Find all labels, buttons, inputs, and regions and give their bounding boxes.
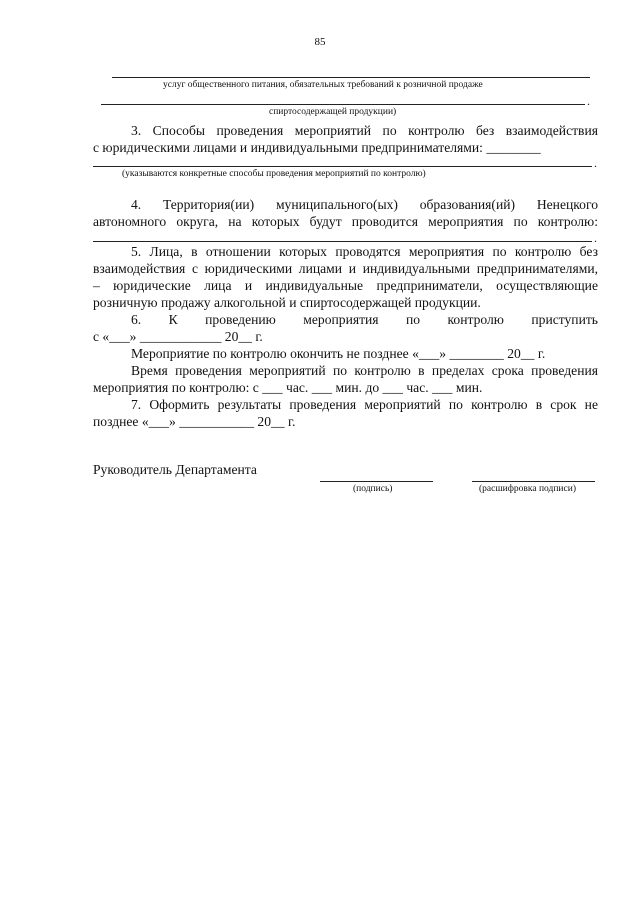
item6-line5: мероприятия по контролю: с ___ час. ___ мин. до ___ час. ___ мин. <box>93 380 483 395</box>
item3-caption: (указываются конкретные способы проведения мероприятий по контролю) <box>122 169 426 179</box>
signature-line <box>320 481 433 482</box>
header-rule-2 <box>101 104 585 105</box>
item4-rule-dot: . <box>594 231 597 245</box>
item3-rule-dot: . <box>594 156 597 170</box>
header-rule-2-dot: . <box>587 94 590 108</box>
header-caption-2: спиртосодержащей продукции) <box>269 107 397 117</box>
item5-line1: 5. Лица, в отношении которых проводятся мероприятия по контролю без <box>131 244 598 259</box>
page-number: 85 <box>314 36 326 48</box>
item4-line1: 4. Территория(ии) муниципального(ых) образования(ий) Ненецкого <box>131 197 598 212</box>
name-caption: (расшифровка подписи) <box>479 484 576 494</box>
item3-line1: 3. Способы проведения мероприятий по контролю без взаимодействия <box>131 123 598 138</box>
item4-line2: автономного округа, на которых будут проводится мероприятия по контролю: <box>93 214 598 229</box>
item4-rule <box>93 241 592 242</box>
header-rule-1 <box>112 77 590 78</box>
signature-title: Руководитель Департамента <box>93 462 257 477</box>
item5-line4: розничную продажу алкогольной и спиртосодержащей продукции. <box>93 295 481 310</box>
item7-line1: 7. Оформить результаты проведения мероприятий по контролю в срок не <box>131 397 598 412</box>
item5-line2: взаимодействия с юридическими лицами и индивидуальными предпринимателями, <box>93 261 598 276</box>
item6-line1: 6. К проведению мероприятия по контролю приступить <box>131 312 598 327</box>
item7-line2: позднее «___» ___________ 20__ г. <box>93 414 296 429</box>
signature-caption: (подпись) <box>353 484 393 494</box>
item6-line3: Мероприятие по контролю окончить не позднее «___» ________ 20__ г. <box>131 346 546 361</box>
item3-rule <box>93 166 592 167</box>
item6-line2: с «___» ____________ 20__ г. <box>93 329 263 344</box>
item6-line4: Время проведения мероприятий по контролю в пределах срока проведения <box>131 363 598 378</box>
name-line <box>472 481 595 482</box>
header-caption-1: услуг общественного питания, обязательных требований к розничной продаже <box>163 80 483 90</box>
item5-line3: – юридические лица и индивидуальные предприниматели, осуществляющие <box>93 278 598 293</box>
item3-line2: с юридическими лицами и индивидуальными предпринимателями: ________ <box>93 140 541 155</box>
